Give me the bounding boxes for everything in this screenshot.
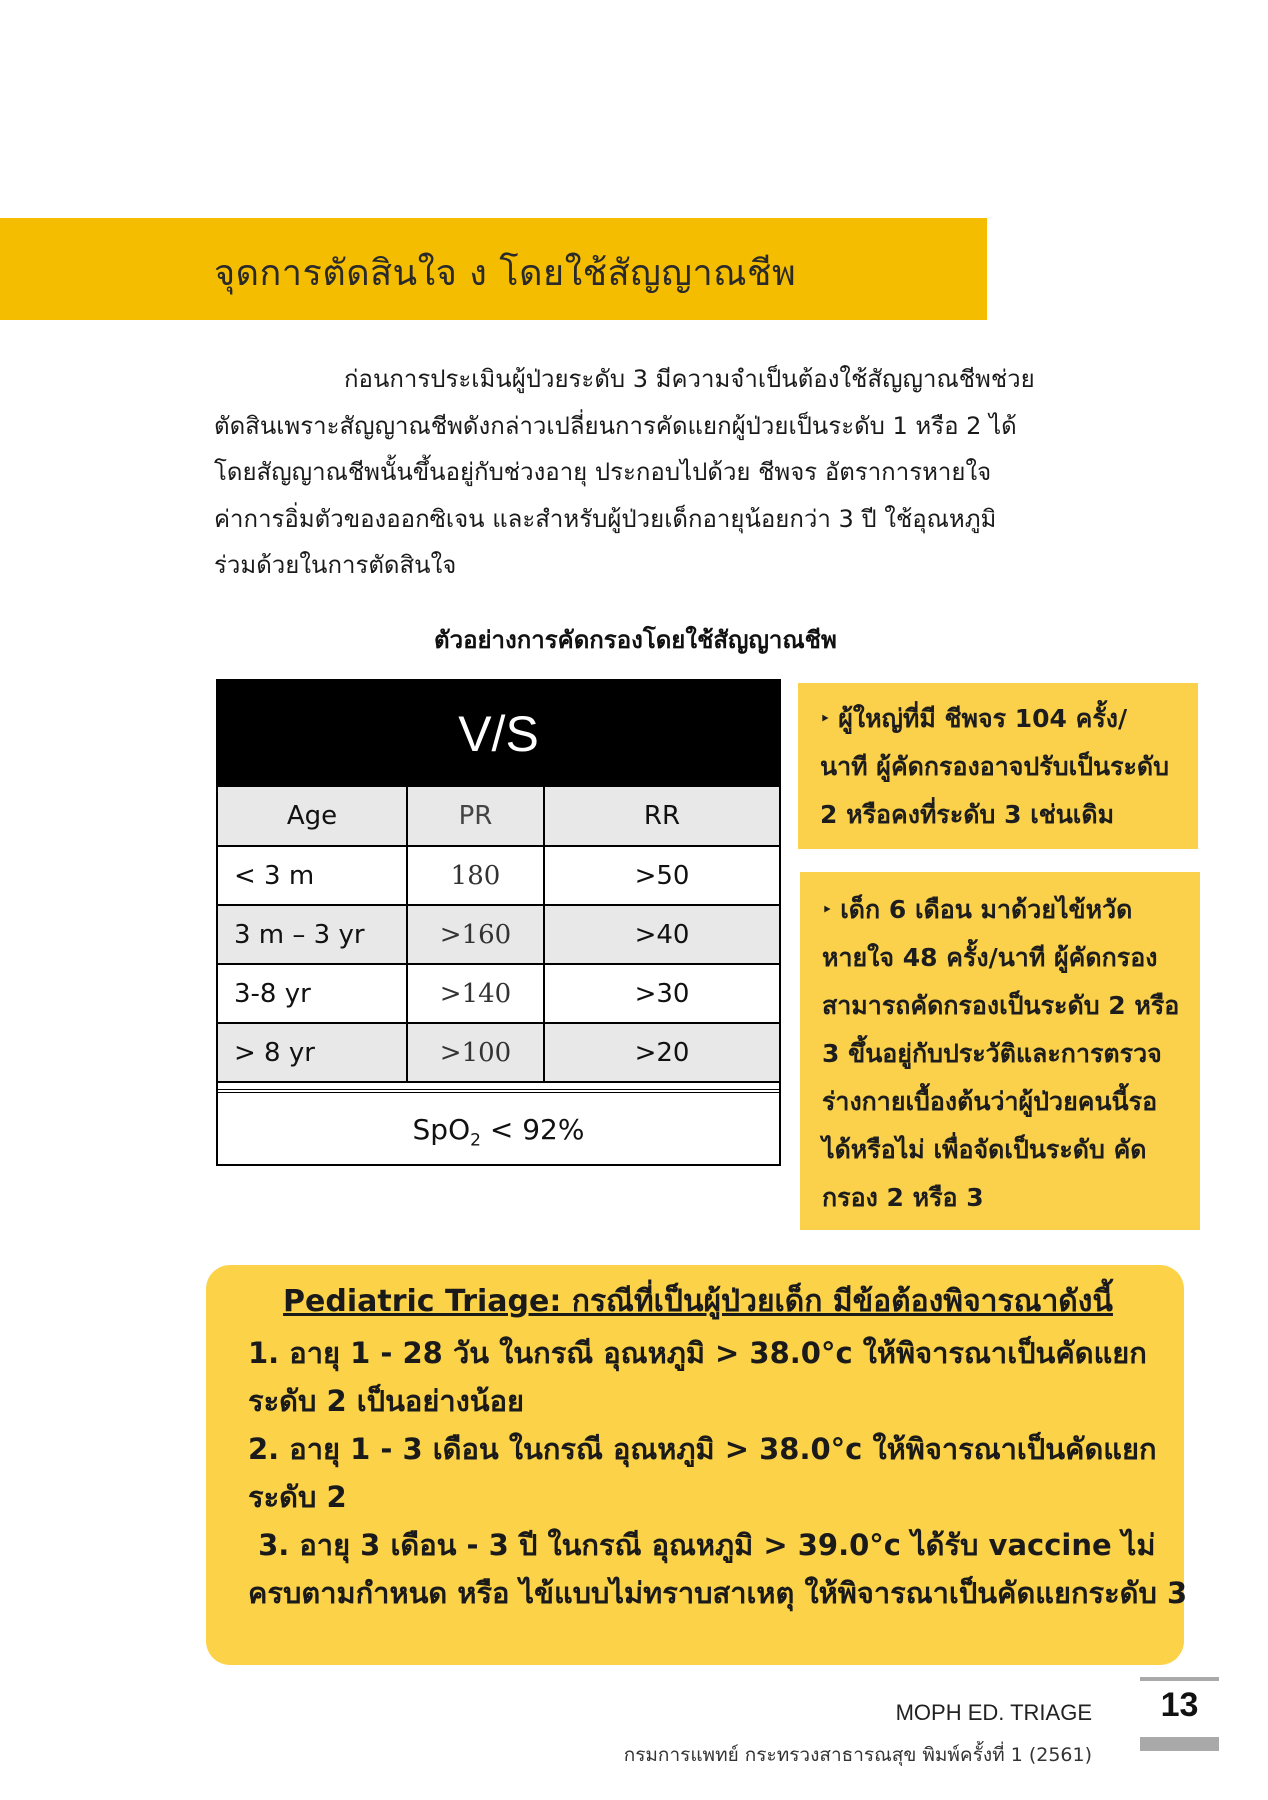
cell-rr: >50	[634, 860, 690, 891]
criteria-line: 3. อายุ 3 เดือน - 3 ปี ในกรณี อุณหภูมิ > 39.0°c ได้รับ vaccine ไม่	[248, 1528, 1156, 1562]
criteria-line: ระดับ 2	[248, 1480, 347, 1514]
footer-brand: MOPH ED. TRIAGE	[895, 1700, 1092, 1725]
footer-organization: กรมการแพทย์ กระทรวงสาธารณสุข พิมพ์ครั้งที่ 1 (2561)	[623, 1744, 1092, 1766]
table-divider	[218, 1083, 779, 1093]
criteria-line: 1. อายุ 1 - 28 วัน ในกรณี อุณหภูมิ > 38.0°c ให้พิจารณาเป็นคัดแยก	[248, 1336, 1147, 1370]
intro-paragraph	[214, 356, 1094, 589]
header-rr: RR	[643, 801, 681, 831]
cell-pr: >160	[408, 906, 545, 963]
note-line: 2 หรือคงที่ระดับ 3 เช่นเดิม	[820, 800, 1115, 829]
table-header-row	[218, 787, 779, 847]
header-age: Age	[218, 787, 408, 845]
table-row	[218, 906, 779, 965]
cell-age: < 3 m	[218, 847, 408, 904]
pediatric-title: Pediatric Triage: กรณีที่เป็นผู้ป่วยเด็ก มีข้อต้องพิจารณาดังนี้	[283, 1284, 1113, 1319]
table-title: V/S	[218, 681, 779, 787]
note-line: นาที ผู้คัดกรองอาจปรับเป็นระดับ	[820, 752, 1170, 781]
page-number-bar-top	[1140, 1677, 1219, 1681]
table-row	[218, 965, 779, 1024]
cell-age: > 8 yr	[218, 1024, 408, 1081]
cell-pr: 180	[408, 847, 545, 904]
spo2-row	[218, 1093, 779, 1151]
vital-signs-table	[216, 679, 781, 1166]
note-line: กรอง 2 หรือ 3	[822, 1183, 984, 1212]
section-title: จุดการตัดสินใจ ง โดยใช้สัญญาณชีพ	[214, 253, 797, 294]
note-line: ได้หรือไม่ เพื่อจัดเป็นระดับ คัด	[822, 1135, 1147, 1164]
cell-pr: >140	[408, 965, 545, 1022]
page-number: 13	[1160, 1686, 1199, 1724]
triangle-bullet-icon: ‣	[820, 709, 831, 728]
note-line: ผู้ใหญ่ที่มี ชีพจร 104 ครั้ง/	[838, 704, 1128, 733]
cell-age: 3-8 yr	[218, 965, 408, 1022]
spo2-subscript: 2	[470, 1130, 481, 1151]
note-line: หายใจ 48 ครั้ง/นาที ผู้คัดกรอง	[822, 943, 1158, 972]
spo2-threshold: < 92%	[480, 1113, 585, 1146]
intro-line: ค่าการอิ่มตัวของออกซิเจน และสำหรับผู้ป่วยเด็กอายุน้อยกว่า 3 ปี ใช้อุณหภูมิ	[214, 504, 997, 533]
pediatric-criteria	[248, 1329, 1188, 1617]
intro-line: ร่วมด้วยในการตัดสินใจ	[214, 551, 457, 579]
criteria-line: ระดับ 2 เป็นอย่างน้อย	[248, 1384, 524, 1418]
table-caption: ตัวอย่างการคัดกรองโดยใช้สัญญาณชีพ	[434, 626, 837, 654]
cell-pr: >100	[408, 1024, 545, 1081]
note-line: 3 ขึ้นอยู่กับประวัติและการตรวจ	[822, 1039, 1162, 1068]
intro-line: ก่อนการประเมินผู้ป่วยระดับ 3 มีความจำเป็นต้องใช้สัญญาณชีพช่วย	[344, 365, 1035, 393]
criteria-line: 2. อายุ 1 - 3 เดือน ในกรณี อุณหภูมิ > 38.0°c ให้พิจารณาเป็นคัดแยก	[248, 1432, 1157, 1466]
note-line: ร่างกายเบื้องต้นว่าผู้ป่วยคนนี้รอ	[822, 1087, 1158, 1116]
pediatric-triage-box	[206, 1265, 1188, 1665]
example-note-child	[800, 872, 1200, 1230]
page-number-bar-bottom	[1140, 1737, 1219, 1751]
cell-rr: >30	[634, 978, 690, 1009]
cell-rr: >20	[634, 1037, 690, 1068]
spo2-prefix: SpO	[412, 1113, 471, 1146]
header-pr: PR	[408, 787, 545, 845]
note-line: สามารถคัดกรองเป็นระดับ 2 หรือ	[822, 991, 1180, 1020]
intro-line: ตัดสินเพราะสัญญาณชีพดังกล่าวเปลี่ยนการคัดแยกผู้ป่วยเป็นระดับ 1 หรือ 2 ได้	[214, 411, 1017, 440]
cell-rr: >40	[634, 919, 690, 950]
triangle-bullet-icon: ‣	[822, 900, 833, 919]
note-line: เด็ก 6 เดือน มาด้วยไข้หวัด	[840, 895, 1133, 924]
criteria-line: ครบตามกำหนด หรือ ไข้แบบไม่ทราบสาเหตุ ให้พิจารณาเป็นคัดแยกระดับ 3	[248, 1576, 1188, 1610]
table-row	[218, 847, 779, 906]
intro-line: โดยสัญญาณชีพนั้นขึ้นอยู่กับช่วงอายุ ประกอบไปด้วย ชีพจร อัตราการหายใจ	[214, 458, 992, 486]
example-note-adult	[798, 683, 1198, 849]
table-row	[218, 1024, 779, 1083]
cell-age: 3 m – 3 yr	[218, 906, 408, 963]
